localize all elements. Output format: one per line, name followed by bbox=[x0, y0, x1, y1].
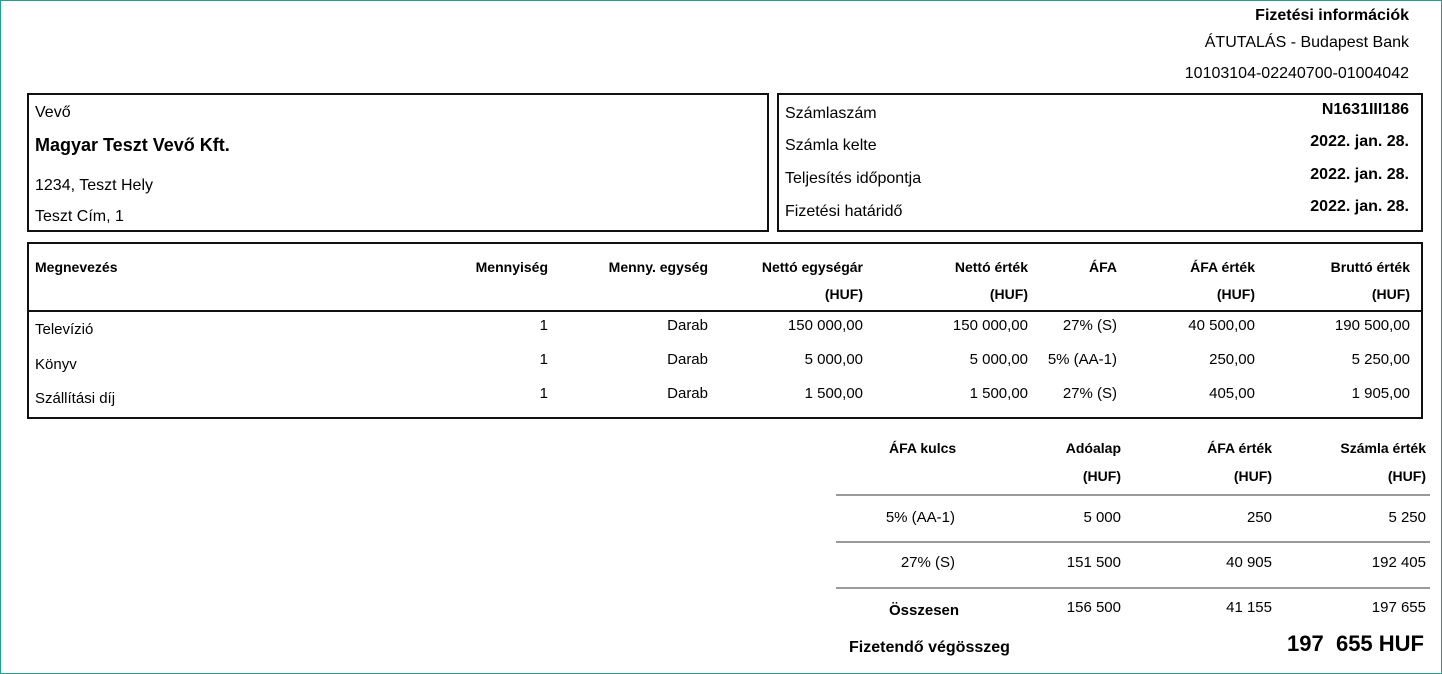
item-vat: 27% (S) bbox=[1062, 317, 1117, 334]
item-net-value: 1 500,00 bbox=[969, 385, 1028, 402]
summary-vat-rate: 5% (AA-1) bbox=[885, 509, 955, 526]
item-vat: 27% (S) bbox=[1062, 385, 1117, 402]
summary-header-vat-value-currency: (HUF) bbox=[1233, 468, 1272, 484]
fulfilment-date-label: Teljesítés időpontja bbox=[785, 170, 922, 187]
col-header-qty: Mennyiség bbox=[475, 259, 548, 275]
summary-vat-value: 40 905 bbox=[1226, 554, 1272, 571]
invoice-number-label: Számlaszám bbox=[785, 105, 877, 122]
item-name: Szállítási díj bbox=[35, 390, 116, 407]
col-header-vat-value-currency: (HUF) bbox=[1216, 286, 1255, 302]
item-unit: Darab bbox=[667, 317, 708, 334]
col-header-name: Megnevezés bbox=[35, 259, 118, 275]
item-name: Könyv bbox=[35, 356, 77, 373]
summary-tax-base: 5 000 bbox=[1083, 509, 1121, 526]
col-header-unit: Menny. egység bbox=[608, 259, 708, 275]
summary-header-invoice-value-currency: (HUF) bbox=[1387, 468, 1426, 484]
col-header-vat: ÁFA bbox=[1089, 259, 1117, 275]
buyer-label: Vevő bbox=[35, 104, 71, 121]
summary-total-tax-base: 156 500 bbox=[1066, 599, 1121, 616]
buyer-address-line1: 1234, Teszt Hely bbox=[35, 177, 153, 194]
summary-divider bbox=[836, 541, 1430, 543]
col-header-vat-value: ÁFA érték bbox=[1190, 259, 1255, 275]
payment-due-label: Fizetési határidő bbox=[785, 203, 903, 220]
col-header-net-unit-price-currency: (HUF) bbox=[824, 286, 863, 302]
summary-divider bbox=[836, 494, 1430, 496]
item-gross-value: 190 500,00 bbox=[1334, 317, 1410, 334]
summary-total-invoice-value: 197 655 bbox=[1371, 599, 1426, 616]
fulfilment-date: 2022. jan. 28. bbox=[1310, 166, 1409, 183]
col-header-net-value-currency: (HUF) bbox=[989, 286, 1028, 302]
item-name: Televízió bbox=[35, 321, 94, 338]
summary-invoice-value: 5 250 bbox=[1388, 509, 1426, 526]
col-header-net-value: Nettó érték bbox=[954, 259, 1028, 275]
bank-account-number: 10103104-02240700-01004042 bbox=[1184, 65, 1409, 82]
item-net-unit-price: 1 500,00 bbox=[804, 385, 863, 402]
invoice-number: N1631III186 bbox=[1321, 101, 1409, 118]
summary-header-vat-value: ÁFA érték bbox=[1207, 440, 1272, 456]
item-qty: 1 bbox=[539, 351, 548, 368]
item-net-unit-price: 5 000,00 bbox=[804, 351, 863, 368]
item-gross-value: 1 905,00 bbox=[1351, 385, 1410, 402]
item-qty: 1 bbox=[539, 317, 548, 334]
buyer-address-line2: Teszt Cím, 1 bbox=[35, 208, 124, 225]
invoice-date-label: Számla kelte bbox=[785, 137, 877, 154]
summary-tax-base: 151 500 bbox=[1066, 554, 1121, 571]
item-gross-value: 5 250,00 bbox=[1351, 351, 1410, 368]
summary-divider bbox=[836, 587, 1430, 589]
summary-vat-value: 250 bbox=[1246, 509, 1272, 526]
payable-total-label: Fizetendő végösszeg bbox=[849, 639, 1010, 656]
item-qty: 1 bbox=[539, 385, 548, 402]
item-unit: Darab bbox=[667, 385, 708, 402]
invoice-date: 2022. jan. 28. bbox=[1310, 133, 1409, 150]
payment-info-title: Fizetési információk bbox=[1255, 7, 1409, 24]
col-header-gross-value: Bruttó érték bbox=[1330, 259, 1410, 275]
item-net-value: 150 000,00 bbox=[952, 317, 1028, 334]
summary-vat-rate: 27% (S) bbox=[900, 554, 955, 571]
item-unit: Darab bbox=[667, 351, 708, 368]
summary-header-tax-base-currency: (HUF) bbox=[1082, 468, 1121, 484]
col-header-gross-value-currency: (HUF) bbox=[1371, 286, 1410, 302]
item-vat-value: 405,00 bbox=[1209, 385, 1255, 402]
summary-invoice-value: 192 405 bbox=[1371, 554, 1426, 571]
summary-total-vat-value: 41 155 bbox=[1226, 599, 1272, 616]
buyer-box bbox=[27, 93, 769, 232]
summary-header-vat-rate: ÁFA kulcs bbox=[889, 440, 957, 456]
summary-total-label: Összesen bbox=[889, 602, 960, 619]
payable-total-amount: 197 655 HUF bbox=[1287, 631, 1424, 656]
item-vat-value: 250,00 bbox=[1209, 351, 1255, 368]
item-vat: 5% (AA-1) bbox=[1047, 351, 1117, 368]
buyer-name: Magyar Teszt Vevő Kft. bbox=[35, 135, 230, 155]
summary-header-tax-base: Adóalap bbox=[1065, 440, 1121, 456]
item-vat-value: 40 500,00 bbox=[1188, 317, 1255, 334]
payment-due-date: 2022. jan. 28. bbox=[1310, 198, 1409, 215]
items-header-divider bbox=[27, 310, 1423, 312]
col-header-net-unit-price: Nettó egységár bbox=[761, 259, 863, 275]
summary-header-invoice-value: Számla érték bbox=[1340, 440, 1426, 456]
item-net-value: 5 000,00 bbox=[969, 351, 1028, 368]
payment-method: ÁTUTALÁS - Budapest Bank bbox=[1204, 34, 1409, 51]
item-net-unit-price: 150 000,00 bbox=[787, 317, 863, 334]
